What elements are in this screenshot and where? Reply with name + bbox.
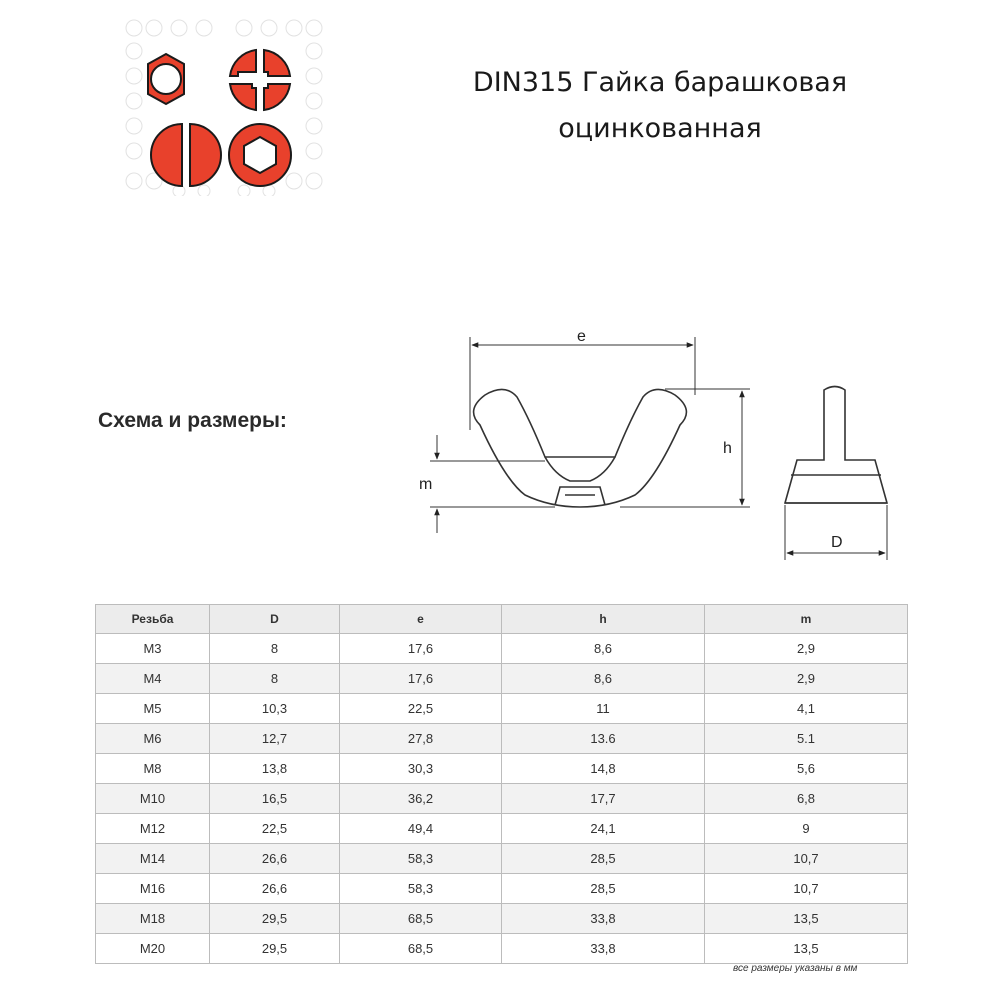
dimension-e xyxy=(470,337,695,430)
table-cell: 4,1 xyxy=(705,694,908,724)
table-cell: 13.6 xyxy=(502,724,705,754)
header-e: e xyxy=(340,605,502,634)
table-row xyxy=(96,694,908,724)
table-row xyxy=(96,664,908,694)
title-line-2: оцинкованная xyxy=(558,113,762,144)
table-row xyxy=(96,844,908,874)
table-cell: 27,8 xyxy=(340,724,502,754)
hex-socket-icon xyxy=(229,124,291,186)
header-h: h xyxy=(502,605,705,634)
table-cell: 14,8 xyxy=(502,754,705,784)
table-cell: 33,8 xyxy=(502,934,705,964)
cross-head-icon xyxy=(230,50,290,110)
label-h: h xyxy=(723,440,732,457)
table-row xyxy=(96,724,908,754)
dimensions-table xyxy=(95,604,908,964)
hex-nut-icon xyxy=(148,54,184,104)
brand-logo xyxy=(124,16,324,196)
table-cell: 2,9 xyxy=(705,664,908,694)
dimension-D xyxy=(785,505,887,560)
table-cell: 8,6 xyxy=(502,664,705,694)
header-thread: Резьба xyxy=(96,605,210,634)
table-cell: 17,7 xyxy=(502,784,705,814)
table-cell: M5 xyxy=(96,694,210,724)
table-cell: 29,5 xyxy=(210,904,340,934)
front-view xyxy=(474,389,687,507)
table-cell: 17,6 xyxy=(340,664,502,694)
table-cell: 10,7 xyxy=(705,874,908,904)
table-cell: 11 xyxy=(502,694,705,724)
side-view xyxy=(785,387,887,504)
table-cell: 22,5 xyxy=(340,694,502,724)
table-cell: 5,6 xyxy=(705,754,908,784)
header-m: m xyxy=(705,605,908,634)
table-cell: 13,8 xyxy=(210,754,340,784)
table-cell: 49,4 xyxy=(340,814,502,844)
wing-nut-drawing xyxy=(405,315,925,575)
scheme-label: Схема и размеры: xyxy=(98,409,287,432)
table-cell: 10,3 xyxy=(210,694,340,724)
table-header-row xyxy=(96,605,908,634)
table-cell: 29,5 xyxy=(210,934,340,964)
table-cell: 28,5 xyxy=(502,844,705,874)
table-cell: 2,9 xyxy=(705,634,908,664)
table-row xyxy=(96,874,908,904)
table-cell: M4 xyxy=(96,664,210,694)
table-cell: 8 xyxy=(210,634,340,664)
table-row xyxy=(96,814,908,844)
title-line-1: DIN315 Гайка барашковая xyxy=(472,67,848,98)
table-cell: 36,2 xyxy=(340,784,502,814)
table-cell: 58,3 xyxy=(340,874,502,904)
units-note: все размеры указаны в мм xyxy=(733,963,858,974)
label-D: D xyxy=(831,534,843,551)
table-cell: 30,3 xyxy=(340,754,502,784)
table-cell: 10,7 xyxy=(705,844,908,874)
table-cell: M20 xyxy=(96,934,210,964)
table-cell: 33,8 xyxy=(502,904,705,934)
table-cell: M18 xyxy=(96,904,210,934)
table-cell: 12,7 xyxy=(210,724,340,754)
table-row xyxy=(96,634,908,664)
table-cell: 68,5 xyxy=(340,904,502,934)
table-cell: M16 xyxy=(96,874,210,904)
label-m: m xyxy=(419,476,433,493)
table-cell: 58,3 xyxy=(340,844,502,874)
table-cell: M3 xyxy=(96,634,210,664)
table-cell: 13,5 xyxy=(705,934,908,964)
header-D: D xyxy=(210,605,340,634)
table-cell: M14 xyxy=(96,844,210,874)
table-row xyxy=(96,754,908,784)
table-cell: M10 xyxy=(96,784,210,814)
table-cell: 26,6 xyxy=(210,844,340,874)
table-cell: M8 xyxy=(96,754,210,784)
label-e: e xyxy=(577,328,586,345)
table-cell: 28,5 xyxy=(502,874,705,904)
table-cell: 5.1 xyxy=(705,724,908,754)
table-cell: 68,5 xyxy=(340,934,502,964)
table-cell: 6,8 xyxy=(705,784,908,814)
table-cell: 24,1 xyxy=(502,814,705,844)
table-cell: 13,5 xyxy=(705,904,908,934)
slotted-head-icon xyxy=(151,124,221,186)
table-cell: 16,5 xyxy=(210,784,340,814)
table-cell: 9 xyxy=(705,814,908,844)
table-cell: 22,5 xyxy=(210,814,340,844)
table-cell: 8 xyxy=(210,664,340,694)
table-cell: 26,6 xyxy=(210,874,340,904)
table-row xyxy=(96,934,908,964)
page-title xyxy=(420,60,900,152)
table-cell: 17,6 xyxy=(340,634,502,664)
table-row xyxy=(96,784,908,814)
table-cell: M12 xyxy=(96,814,210,844)
table-cell: M6 xyxy=(96,724,210,754)
table-cell: 8,6 xyxy=(502,634,705,664)
table-row xyxy=(96,904,908,934)
